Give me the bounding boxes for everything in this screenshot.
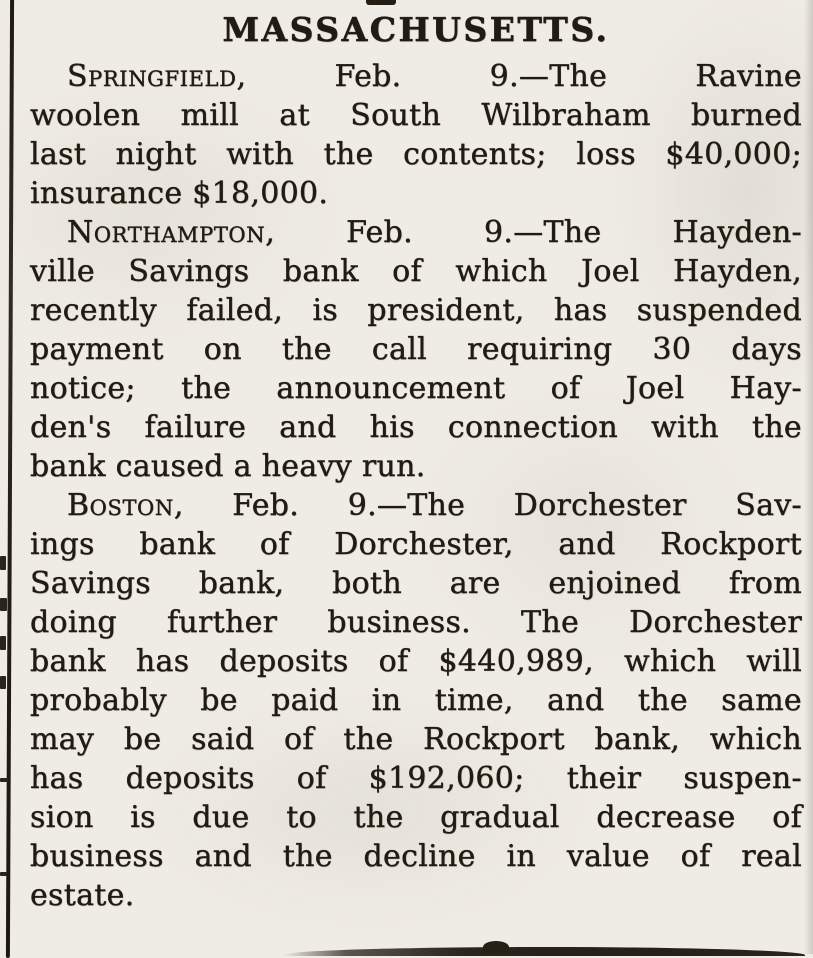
text-line: Savings bank, both are enjoined from bbox=[30, 566, 802, 601]
margin-fragment bbox=[0, 778, 8, 782]
left-column-rule bbox=[6, 0, 14, 958]
text-line: ings bank of Dorchester, and Rockport bbox=[30, 527, 802, 562]
text-line: has deposits of $192,060; their suspen- bbox=[30, 761, 802, 796]
margin-fragment bbox=[0, 636, 6, 650]
text-line: insurance $18,000. bbox=[30, 176, 329, 211]
text-line: bank caused a heavy run. bbox=[30, 449, 426, 484]
text-line: den's failure and his connection with the bbox=[30, 410, 802, 445]
dateline-smallcaps: Northampton bbox=[67, 215, 266, 250]
bottom-divider-ornament bbox=[283, 947, 805, 956]
text-line: payment on the call requiring 30 days bbox=[30, 332, 802, 367]
right-edge-shading bbox=[804, 0, 813, 954]
dateline-smallcaps: Springfield bbox=[67, 59, 237, 94]
margin-fragment bbox=[0, 872, 7, 876]
text-line: probably be paid in time, and the same bbox=[30, 683, 802, 718]
text-line: estate. bbox=[30, 878, 135, 913]
text-line: may be said of the Rockport bank, which bbox=[30, 722, 802, 757]
margin-fragment bbox=[0, 598, 7, 611]
text-line: recently failed, is president, has suspended bbox=[30, 293, 802, 328]
article-headline: MASSACHUSETTS. bbox=[222, 10, 610, 49]
text-line: sion is due to the gradual decrease of bbox=[30, 800, 802, 835]
dateline-smallcaps: Boston bbox=[67, 488, 174, 523]
text-line: Springfield, Feb. 9.—The Ravine bbox=[67, 59, 802, 94]
text-line: woolen mill at South Wilbraham burned bbox=[30, 98, 802, 133]
margin-fragment bbox=[0, 556, 6, 570]
text-line: ville Savings bank of which Joel Hayden, bbox=[30, 254, 802, 289]
text-line: notice; the announcement of Joel Hay- bbox=[30, 371, 802, 406]
text-line: doing further business. The Dorchester bbox=[30, 605, 802, 640]
article-body bbox=[30, 57, 802, 915]
margin-fragment bbox=[0, 676, 6, 689]
text-line: business and the decline in value of real bbox=[30, 839, 802, 874]
text-line: bank has deposits of $440,989, which will bbox=[30, 644, 802, 679]
text-line: last night with the contents; loss $40,000; bbox=[30, 137, 802, 172]
clipped-text-fragment bbox=[366, 0, 396, 5]
text-line: Boston, Feb. 9.—The Dorchester Sav- bbox=[67, 488, 802, 523]
text-line: Northampton, Feb. 9.—The Hayden- bbox=[67, 215, 802, 250]
